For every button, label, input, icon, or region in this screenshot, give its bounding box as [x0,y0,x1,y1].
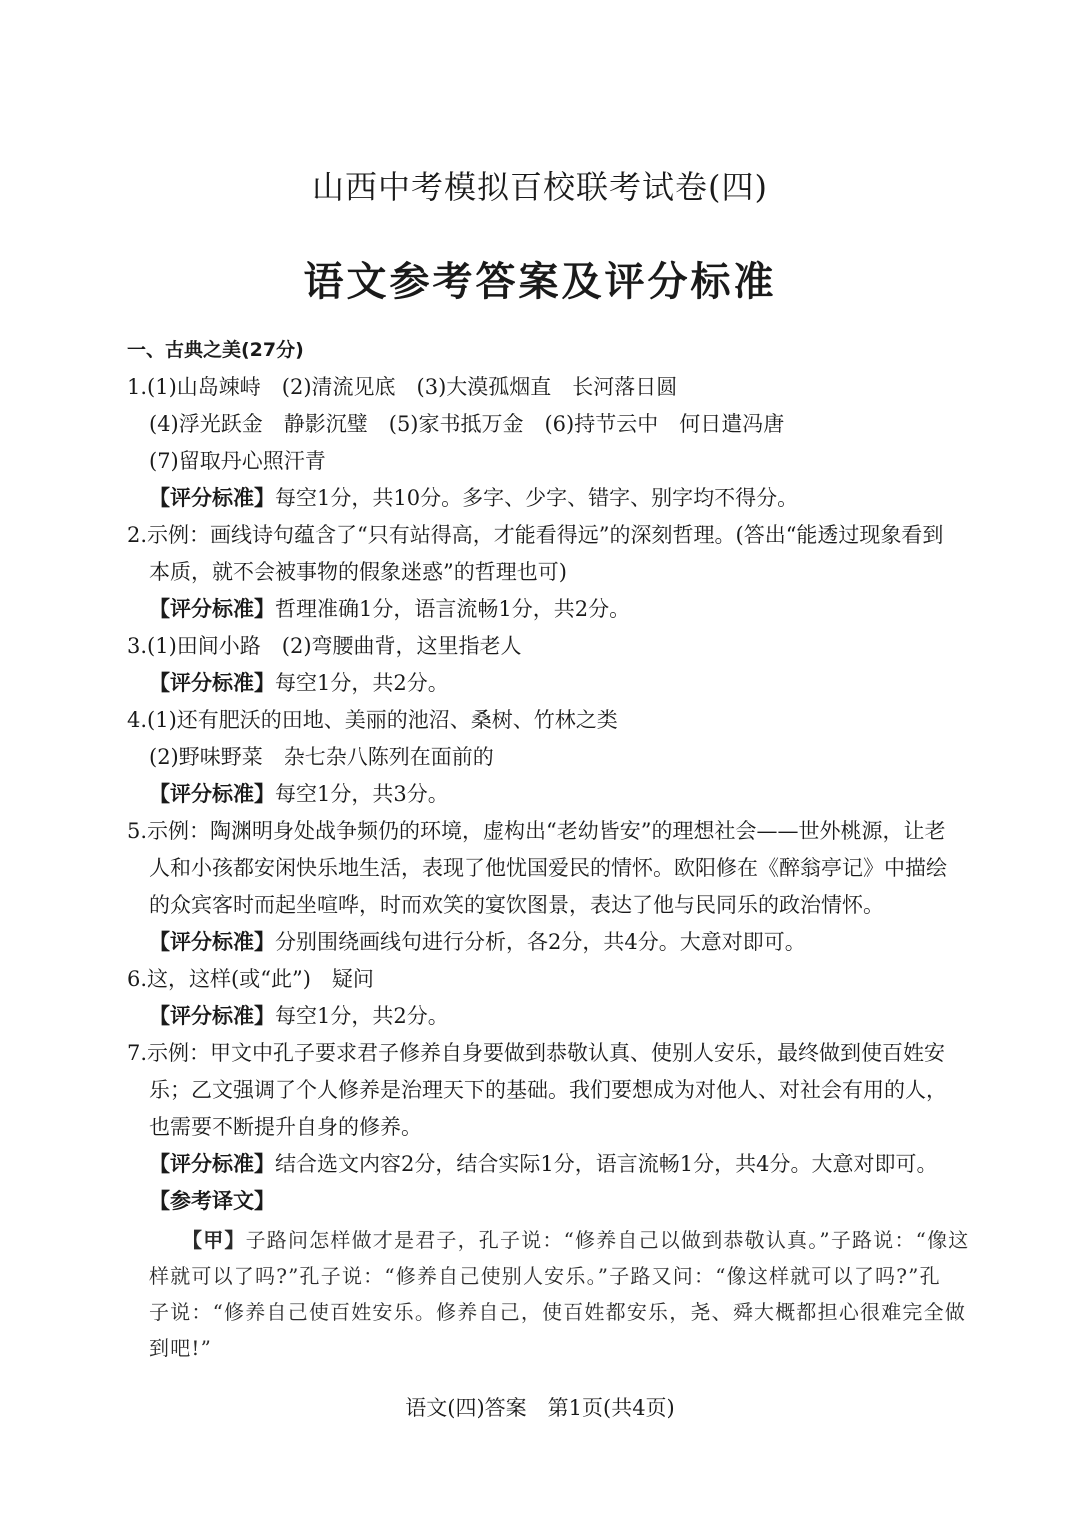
translation-line-2: 样就可以了吗?”孔子说：“修养自己使别人安乐。”子路又问：“像这样就可以了吗?”孔 [149,1264,941,1288]
scoring-label: 【评分标准】 [149,1004,275,1028]
q3-scoring [127,665,947,702]
scoring-text: 每空1分，共3分。 [275,782,449,806]
q4-line-1: 4.(1)还有肥沃的田地、美丽的池沼、桑树、竹林之类 [127,708,618,732]
answer-key-heading: 语文参考答案及评分标准 [303,259,777,305]
scoring-text: 每空1分，共2分。 [275,671,449,695]
scoring-text: 每空1分，共10分。多字、少字、错字、别字均不得分。 [275,486,799,510]
answer-content [127,332,970,1366]
page-footer: 语文(四)答案 第1页(共4页) [405,1396,675,1420]
q7-line-3: 也需要不断提升自身的修养。 [149,1115,422,1139]
reference-translation [127,1222,970,1366]
q1-line-2: (4)浮光跃金 静影沉璧 (5)家书抵万金 (6)持节云中 何日遣冯唐 [149,412,785,436]
q1-scoring [127,480,947,517]
q7-line-1: 7.示例：甲文中孔子要求君子修养自身要做到恭敬认真、使别人安乐，最终做到使百姓安 [127,1041,946,1065]
scoring-label: 【评分标准】 [149,671,275,695]
q5-line-1: 5.示例：陶渊明身处战争频仍的环境，虚构出“老幼皆安”的理想社会——世外桃源，让老 [127,819,946,843]
reference-translation-label: 【参考译文】 [149,1189,275,1213]
q5-line-2: 人和小孩都安闲快乐地生活，表现了他忧国爱民的情怀。欧阳修在《醉翁亭记》中描绘 [149,856,947,880]
q4-line-2: (2)野味野菜 杂七杂八陈列在面前的 [149,745,494,769]
section-heading: 一、古典之美(27分) [127,339,304,361]
scoring-label: 【评分标准】 [149,597,275,621]
translation-line-4: 到吧!” [149,1336,213,1360]
translation-line-3: 子说：“修养自己使百姓安乐。修养自己，使百姓都安乐，尧、舜大概都担心很难完全做 [149,1300,967,1324]
scoring-label: 【评分标准】 [149,782,275,806]
scoring-text: 分别围绕画线句进行分析，各2分，共4分。大意对即可。 [275,930,806,954]
q7-scoring [127,1146,947,1183]
translation-line-1 [127,1222,970,1258]
q5-line-3: 的众宾客时而起坐喧哗，时而欢笑的宴饮图景，表达了他与民同乐的政治情怀。 [149,893,884,917]
q3-line-1: 3.(1)田间小路 (2)弯腰曲背，这里指老人 [127,634,522,658]
q2-line-2: 本质，就不会被事物的假象迷惑”的哲理也可) [149,560,567,584]
jia-label: 【甲】 [182,1228,246,1252]
scoring-text: 哲理准确1分，语言流畅1分，共2分。 [275,597,631,621]
q6-line-1: 6.这，这样(或“此”) 疑问 [127,967,374,991]
scoring-text: 结合选文内容2分，结合实际1分，语言流畅1分，共4分。大意对即可。 [275,1152,938,1176]
q1-line-1: 1.(1)山岛竦峙 (2)清流见底 (3)大漠孤烟直 长河落日圆 [127,375,678,399]
scoring-text: 每空1分，共2分。 [275,1004,449,1028]
q1-line-3: (7)留取丹心照汗青 [149,449,326,473]
scoring-label: 【评分标准】 [149,486,275,510]
scoring-label: 【评分标准】 [149,1152,275,1176]
q2-scoring [127,591,947,628]
q5-scoring [127,924,947,961]
scoring-label: 【评分标准】 [149,930,275,954]
q4-scoring [127,776,947,813]
translation-text: 子路问怎样做才是君子，孔子说：“修养自己以做到恭敬认真。”子路说：“像这 [245,1228,970,1252]
exam-title: 山西中考模拟百校联考试卷(四) [312,168,768,206]
q2-line-1: 2.示例：画线诗句蕴含了“只有站得高，才能看得远”的深刻哲理。(答出“能透过现象看到 [127,523,944,547]
q7-line-2: 乐；乙文强调了个人修养是治理天下的基础。我们要想成为对他人、对社会有用的人， [149,1078,947,1102]
q6-scoring [127,998,947,1035]
